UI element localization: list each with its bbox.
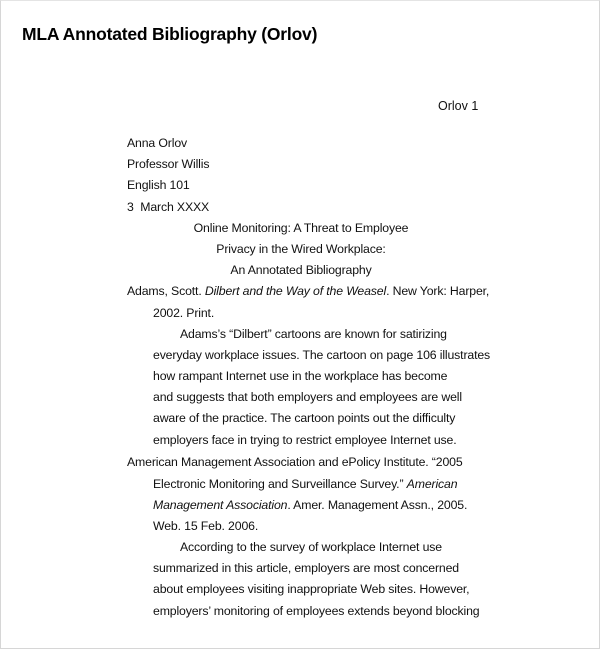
annotation-line: summarized in this article, employers are most concerned <box>153 561 459 576</box>
citation-publisher: . Amer. Management Assn., 2005. <box>287 497 468 512</box>
paper-title-line: Online Monitoring: A Threat to Employee <box>193 220 409 235</box>
paper-title-line: An Annotated Bibliography <box>230 263 372 278</box>
bibliography-entry <box>127 452 480 622</box>
citation-line <box>127 474 475 495</box>
citation-line: American Management Association and ePolicy Institute. “2005 <box>127 455 463 470</box>
citation-author: Adams, Scott. <box>127 284 205 299</box>
course-name: English 101 <box>127 178 190 193</box>
annotation-line: about employees visiting inappropriate Web sites. However, <box>153 582 470 597</box>
annotation-line: employers face in trying to restrict employee Internet use. <box>153 432 457 447</box>
annotation-line: aware of the practice. The cartoon points out the difficulty <box>153 411 456 426</box>
document-body <box>127 133 491 622</box>
citation-article-title: Electronic Monitoring and Surveillance Survey.” <box>153 476 407 491</box>
running-header: Orlov 1 <box>438 99 479 113</box>
bibliography-entry <box>127 281 491 451</box>
date: 3 March XXXX <box>127 199 210 214</box>
annotation-line: employers’ monitoring of employees extends beyond blocking <box>153 603 480 618</box>
professor-name: Professor Willis <box>127 157 210 172</box>
citation-site-title: American <box>406 476 458 491</box>
annotation-line: how rampant Internet use in the workplace has become <box>153 369 448 384</box>
citation-publisher: . New York: Harper, <box>386 284 490 299</box>
document-title: MLA Annotated Bibliography (Orlov) <box>22 24 318 44</box>
paper-title-line: Privacy in the Wired Workplace: <box>216 241 386 256</box>
annotation-line: everyday workplace issues. The cartoon on page 106 illustrates <box>153 347 491 362</box>
annotation-line: and suggests that both employers and employees are well <box>153 390 462 405</box>
citation-line: Web. 15 Feb. 2006. <box>153 518 259 533</box>
citation-line <box>127 495 475 516</box>
annotation-line: Adams’s “Dilbert” cartoons are known for satirizing <box>180 326 447 341</box>
citation-line: 2002. Print. <box>153 305 215 320</box>
citation-site-title: Management Association <box>153 497 288 512</box>
citation-book-title: Dilbert and the Way of the Weasel <box>204 284 387 299</box>
annotation-line: According to the survey of workplace Internet use <box>180 540 442 555</box>
student-name: Anna Orlov <box>127 136 188 150</box>
citation-line <box>127 281 490 302</box>
